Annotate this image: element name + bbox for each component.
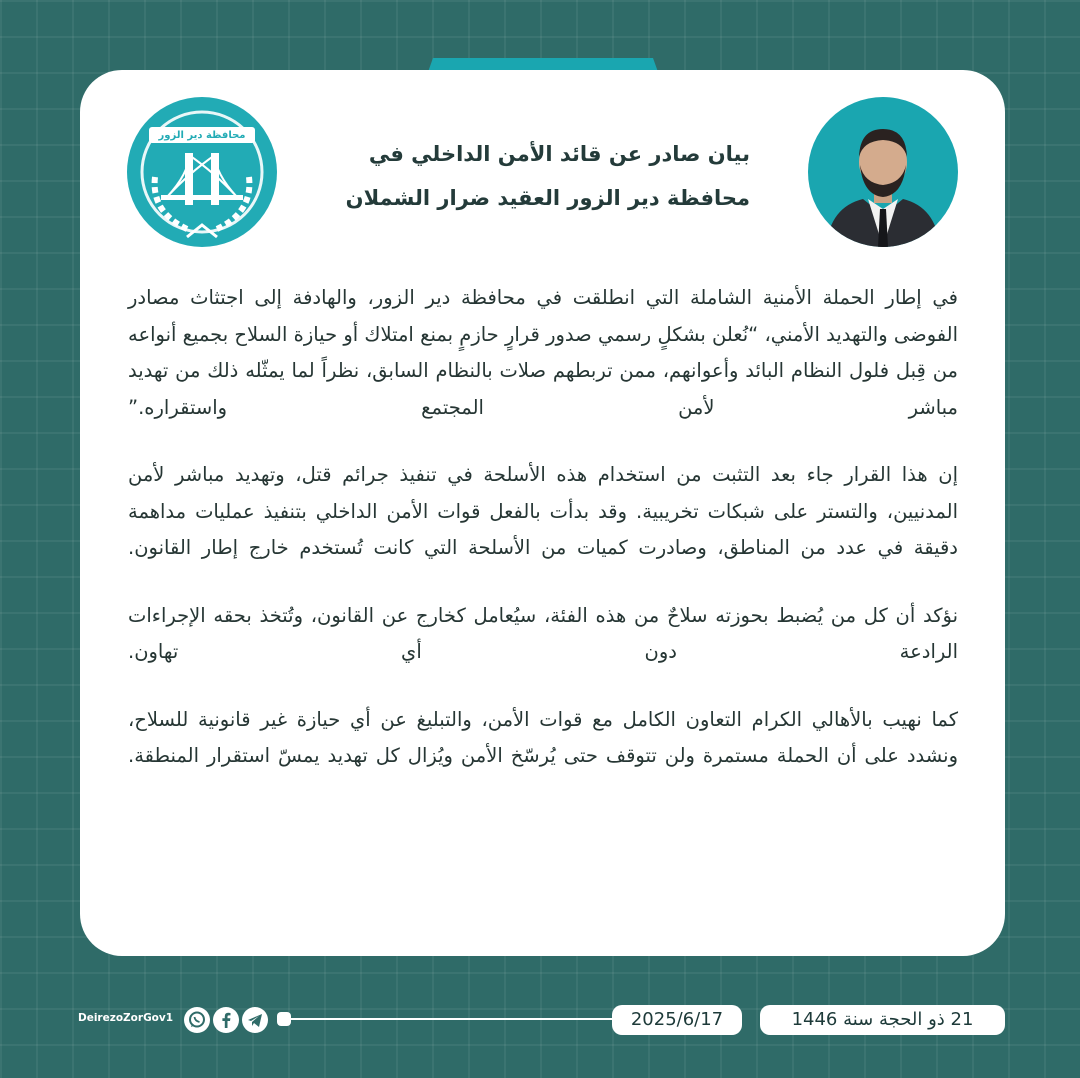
commander-avatar (808, 97, 958, 247)
telegram-icon[interactable] (242, 1007, 268, 1033)
facebook-icon[interactable] (213, 1007, 239, 1033)
page-title (310, 132, 750, 220)
bridge-emblem-icon (127, 97, 277, 247)
title-line-1: بيان صادر عن قائد الأمن الداخلي في (368, 142, 750, 166)
whatsapp-icon[interactable] (184, 1007, 210, 1033)
person-portrait-icon (808, 97, 958, 247)
deir-ezzor-logo (127, 97, 277, 247)
statement-card (80, 70, 1005, 956)
statement-body (128, 280, 958, 806)
title-line-2: محافظة دير الزور العقيد ضرار الشملان (345, 186, 750, 210)
account-handle: DeirezoZorGov1 (78, 1012, 174, 1024)
paragraph-1: في إطار الحملة الأمنية الشاملة التي انطلقت في محافظة دير الزور، والهادفة إلى اجتثاث مصادر الفوضى والتهديد الأمني، “نُعلن بشكلٍ رسمي صدور قرارٍ حازمٍ بمنع امتلاك أو حيازة السلاح بجميع أنواعه من قِبل فلول النظام البائد وأعوانهم، ممن تربطهم صلات بالنظام السابق، نظراً لما يمثّله ذلك من تهديد مباشر لأمن المجتمع واستقراره.” (128, 286, 958, 419)
paragraph-2: إن هذا القرار جاء بعد التثبت من استخدام هذه الأسلحة في تنفيذ جرائم قتل، وتهديد مباشر لأمن المدنيين، والتستر على شبكات تخريبية. وقد بدأت بالفعل قوات الأمن الداخلي بتنفيذ عمليات مداهمة دقيقة في عدد من المناطق، وصادرت كميات من الأسلحة التي كانت تُستخدم خارج إطار القانون. (128, 463, 958, 559)
paragraph-4: كما نهيب بالأهالي الكرام التعاون الكامل مع قوات الأمن، والتبليغ عن أي حيازة غير قانونية للسلاح، ونشدد على أن الحملة مستمرة ولن تتوقف حتى يُرسّخ الأمن ويُزال كل تهديد يمسّ استقرار المنطقة. (128, 707, 958, 767)
paragraph-3: نؤكد أن كل من يُضبط بحوزته سلاحٌ من هذه الفئة، سيُعامل كخارج عن القانون، وتُتخذ بحقه الإجراءات الرادعة دون أي تهاون. (128, 603, 958, 663)
footer-divider-dot (277, 1012, 291, 1026)
logo-caption: محافظة دير الزور (158, 130, 246, 141)
hijri-date-badge: 21 ذو الحجة سنة 1446 (760, 1005, 1005, 1035)
footer-divider (285, 1018, 615, 1020)
gregorian-date-badge: 2025/6/17 (612, 1005, 742, 1035)
